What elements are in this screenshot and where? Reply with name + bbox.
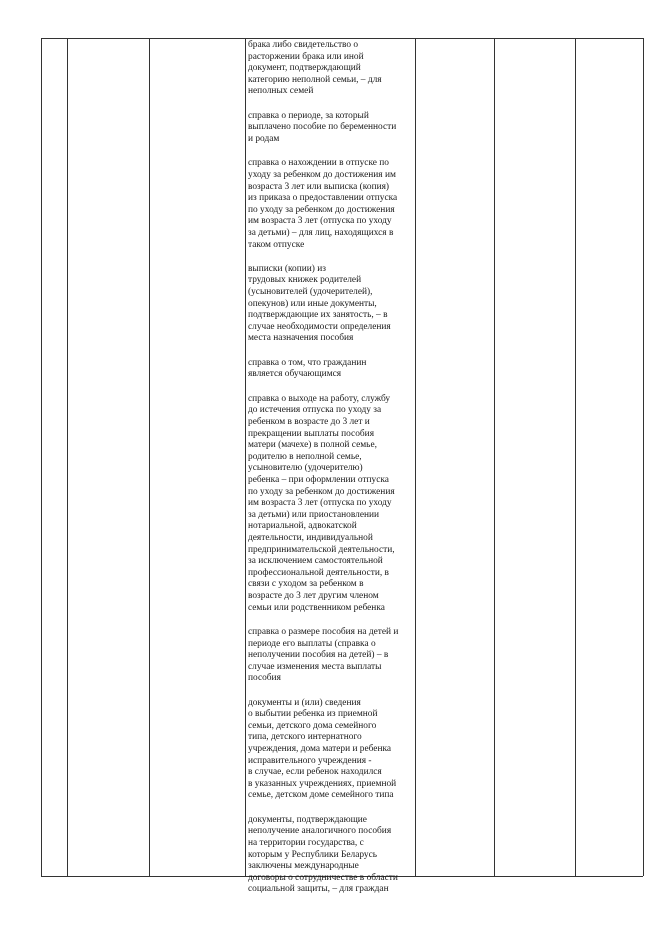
document-paragraph: справка о периоде, за который выплачено пособие по беременности и родам (248, 110, 397, 144)
table-top-border (41, 38, 643, 39)
document-paragraph: выписки (копии) из трудовых книжек родителей (усыновителей (удочерителей), опекунов) или иные документы, подтверждающие их занятость, – в случае необходимости определения места назначения пособия (248, 263, 391, 344)
table-column-border (643, 38, 644, 876)
document-paragraph: справка о размере пособия на детей и периоде его выплаты (справка о неполучении пособия на детей) – в случае изменения места выплаты пособия (248, 626, 399, 684)
document-paragraph: документы, подтверждающие неполучение аналогичного пособия на территории государства, с которым у Республики Беларусь заключены международные договоры о сотрудничестве в области социальной защиты, – для граждан (248, 814, 398, 895)
required-documents-cell (248, 40, 413, 896)
table-column-border (415, 38, 416, 876)
table-column-border (494, 38, 495, 876)
table-column-border (575, 38, 576, 876)
table-column-border (245, 38, 246, 876)
document-paragraph: справка о нахождении в отпуске по уходу за ребенком до достижения им возраста 3 лет или выписка (копия) из приказа о предоставлении отпуска по уходу за ребенком до достижения им возраста 3 лет (отпуска по уходу за детьми) – для лиц, находящихся в таком отпуске (248, 158, 398, 250)
table-column-border (41, 38, 42, 876)
table-column-border (149, 38, 150, 876)
document-paragraph: справка о выходе на работу, службу до истечения отпуска по уходу за ребенком в возрасте до 3 лет и прекращении выплаты пособия матери (мачехе) в полной семье, родителю в неполной семье, усыновителю (удочерителю) ребенка – при оформлении отпуска по уходу за ребенком до достижения им возраста 3 лет (отпуска по уходу за детьми) или приостановлении нотариальной, адвокатской деятельности, индивидуальной предпринимательской деятельности, за исключением самостоятельной профессиональной деятельности, в связи с уходом за ребенком в возрасте до 3 лет другим членом семьи или родственником ребенка (248, 393, 395, 613)
document-paragraph: документы и (или) сведения о выбытии ребенка из приемной семьи, детского дома семейного типа, детского интернатного учреждения, дома матери и ребенка исправительного учреждения - в случае, если ребенок находился в указанных учреждениях, приемной семье, детском доме семейного типа (248, 697, 397, 801)
document-paragraph: брака либо свидетельство о расторжении брака или иной документ, подтверждающий категорию неполной семьи, – для неполных семей (248, 40, 382, 97)
document-paragraph: справка о том, что гражданин является обучающимся (248, 357, 367, 380)
table-column-border (67, 38, 68, 876)
